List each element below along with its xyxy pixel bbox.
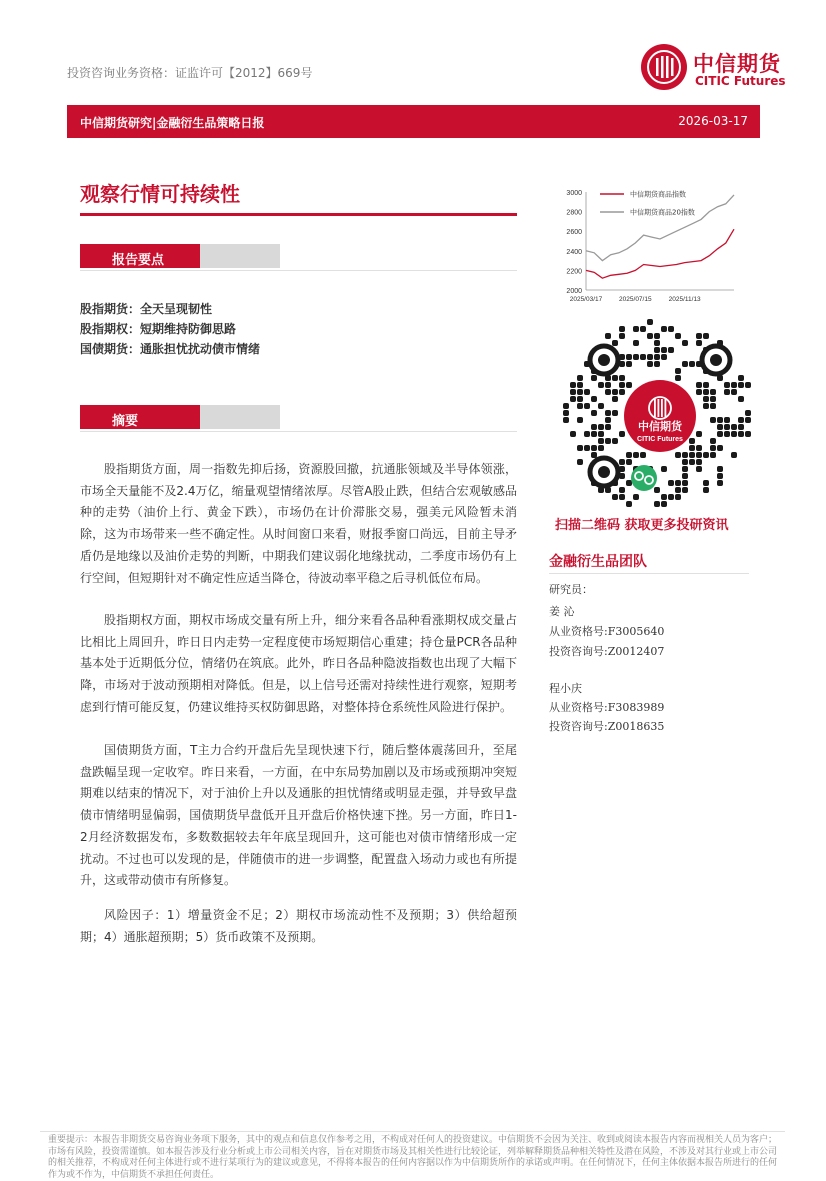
qr-module [605, 333, 611, 339]
chart-y-tick-label: 2200 [566, 268, 582, 276]
summary-paragraph-risk-factors: 风险因子：1）增量资金不足；2）期权市场流动性不及预期；3）供给超预期；4）通胀超预期；5）货币政策不及预期。 [80, 908, 517, 944]
qr-module [591, 452, 597, 458]
qr-module [619, 459, 625, 465]
qr-module [654, 347, 660, 353]
qr-module [626, 452, 632, 458]
qr-module [689, 438, 695, 444]
citic-logo-bar [658, 399, 660, 417]
qr-module [661, 494, 667, 500]
qr-module [738, 396, 744, 402]
qr-module [605, 438, 611, 444]
qr-module [577, 375, 583, 381]
researcher-name: 程小庆 [549, 682, 582, 695]
qr-module [570, 382, 576, 388]
qr-module [682, 473, 688, 479]
qr-module [675, 494, 681, 500]
qr-module [724, 431, 730, 437]
qr-module [675, 480, 681, 486]
qr-module [591, 396, 597, 402]
qr-module [612, 438, 618, 444]
qr-module [675, 333, 681, 339]
qr-module [584, 445, 590, 451]
qr-module [696, 340, 702, 346]
qr-module [584, 403, 590, 409]
qr-module [724, 382, 730, 388]
qr-module [717, 466, 723, 472]
summary-section-header [80, 405, 280, 429]
qr-module [647, 319, 653, 325]
qr-module [570, 389, 576, 395]
qr-module [612, 396, 618, 402]
researcher-qualification-number: 从业资格号:F3083989 [549, 701, 665, 714]
qr-module [577, 396, 583, 402]
qr-module [619, 382, 625, 388]
qr-module [738, 375, 744, 381]
qr-module [577, 382, 583, 388]
summary-section-label: 摘要 [112, 414, 139, 429]
qr-module [647, 354, 653, 360]
section-divider [80, 270, 517, 271]
commodity-index-chart [548, 180, 748, 310]
qr-module [661, 466, 667, 472]
qr-module [633, 326, 639, 332]
qr-module [675, 375, 681, 381]
qr-module [717, 417, 723, 423]
chart-series-line [586, 229, 734, 278]
qr-module [745, 382, 751, 388]
qr-logo-english-text: CITIC Futures [637, 436, 683, 443]
qr-module [591, 375, 597, 381]
qr-module [577, 403, 583, 409]
qr-module [661, 326, 667, 332]
qr-module [605, 410, 611, 416]
chart-y-tick-label: 2000 [566, 288, 582, 295]
qr-module [731, 389, 737, 395]
citic-logo-bar [654, 399, 656, 417]
highlight-item: 国债期货：通胀担忧扰动债市情绪 [80, 342, 261, 356]
qr-module [591, 431, 597, 437]
qr-module [731, 382, 737, 388]
qr-module [612, 340, 618, 346]
summary-paragraph-equity-options: 股指期权方面，期权市场成交量有所上升，细分来看各品种看涨期权成交量占比相比上周回升，昨日日内走势一定程度使市场短期信心重建；持仓量PCR各品种基本处于近期低分位，情绪仍在筑底。此外，昨日各品种隐波指数也出现了大幅下降，市场对于波动预期相对降低。但是，以上信号还需对持续性进行观察，短期考虑到行情可能反复，仍建议维持买权防御思路，对整体持仓系统性风险进行保护。 [80, 613, 517, 714]
summary-paragraph-equity-futures: 股指期货方面，周一指数先抑后扬，资源股回撤，抗通胀领域及半导体领涨，市场全天量能不及2.4万亿，缩量观望情绪浓厚。尽管A股止跌，但结合宏观敏感品种的走势（油价上行、黄金下跌），市场仍在计价滞胀交易，强美元风险暂未消除，这为市场带来一些不确定性。从时间窗口来看，财报季窗口尚远，目前主导矛盾仍是地缘以及油价走势的判断，中期我们建议弱化地缘扰动，二季度市场仍有上行空间，但短期针对不确定性应适当降仓，待波动率平稳之后寻机低位布局。 [80, 462, 517, 585]
qr-module [661, 347, 667, 353]
qr-module [682, 487, 688, 493]
qr-module [724, 424, 730, 430]
qr-module [703, 480, 709, 486]
qr-module [668, 480, 674, 486]
qr-module [633, 452, 639, 458]
qr-module [724, 417, 730, 423]
qr-module [682, 340, 688, 346]
qr-module [612, 494, 618, 500]
qr-module [591, 445, 597, 451]
qr-module [654, 487, 660, 493]
chart-y-tick-label: 2600 [566, 229, 582, 237]
qr-module [710, 417, 716, 423]
report-banner [67, 105, 760, 138]
chart-series-line [586, 195, 734, 261]
disclaimer-text: 重要提示：本报告非期货交易咨询业务项下服务，其中的观点和信息仅作参考之用，不构成对任何人的投资建议。中信期货不会因为关注、收到或阅读本报告内容而视相关人员为客户；市场有风险，投资需谨慎。如本报告涉及行业分析或上市公司相关内容，旨在对期货市场及其相关性进行比较论证，列举解释期货品种相关特性及潜在风险，不涉及对其行业或上市公司的相关推荐，不构成对任何主体进行或不进行某项行为的建议或意见，不得将本报告的任何内容据以作为中信期货所作的承诺或声明。在任何情况下，任何主体依据本报告所进行的任何作为或不作为，中信期货不承担任何责任。 [48, 1135, 778, 1180]
qr-logo-chinese-text: 中信期货 [638, 420, 682, 433]
qr-module [605, 389, 611, 395]
qr-module [731, 424, 737, 430]
qr-module [633, 354, 639, 360]
qr-module [745, 431, 751, 437]
qr-module [577, 445, 583, 451]
qr-module [703, 396, 709, 402]
qr-module [696, 382, 702, 388]
qr-module [591, 410, 597, 416]
qr-finder-pattern-core [598, 466, 610, 478]
qr-finder-pattern-core [598, 354, 610, 366]
qr-module [626, 354, 632, 360]
qr-module [738, 431, 744, 437]
qr-module [633, 340, 639, 346]
qr-module [689, 452, 695, 458]
qr-module [696, 452, 702, 458]
qr-module [710, 396, 716, 402]
qr-module [612, 410, 618, 416]
qr-module [563, 403, 569, 409]
qr-module [633, 494, 639, 500]
qr-module [640, 326, 646, 332]
chart-legend-label: 中信期货商品指数 [630, 190, 686, 199]
qr-module [598, 445, 604, 451]
qr-module [577, 389, 583, 395]
qr-module [598, 431, 604, 437]
qr-module [619, 326, 625, 332]
team-divider [549, 573, 749, 574]
qr-module [710, 438, 716, 444]
researcher-qualification-number: 从业资格号:F3005640 [549, 625, 665, 638]
researchers-label: 研究员： [549, 583, 593, 596]
qr-module [717, 480, 723, 486]
qr-module [668, 347, 674, 353]
qr-module [668, 326, 674, 332]
qr-module [619, 431, 625, 437]
report-date: 2026-03-17 [678, 114, 748, 128]
qr-caption: 扫描二维码 获取更多投研资讯 [555, 518, 729, 533]
qr-module [605, 417, 611, 423]
qr-module [563, 410, 569, 416]
qr-module [703, 333, 709, 339]
qr-module [654, 333, 660, 339]
qr-module [584, 389, 590, 395]
chart-x-tick-label: 2025/11/13 [668, 296, 701, 303]
qr-module [626, 361, 632, 367]
qr-module [696, 431, 702, 437]
qr-module [675, 452, 681, 458]
qr-module [626, 501, 632, 507]
qr-module [738, 417, 744, 423]
qr-module [598, 438, 604, 444]
qr-module [703, 403, 709, 409]
qr-module [738, 382, 744, 388]
qr-module [577, 417, 583, 423]
highlight-item: 股指期货：全天呈现韧性 [80, 302, 213, 316]
chart-y-tick-label: 3000 [566, 190, 582, 197]
qr-module [682, 452, 688, 458]
researcher-consulting-number: 投资咨询号:Z0018635 [549, 720, 665, 733]
chart-y-tick-label: 2400 [566, 248, 582, 256]
qr-module [696, 466, 702, 472]
qr-module [619, 494, 625, 500]
qr-module [612, 389, 618, 395]
section-divider [80, 431, 517, 432]
chart-x-tick-label: 2025/03/17 [569, 296, 603, 303]
citic-logo-icon [641, 44, 687, 90]
qr-module [738, 424, 744, 430]
qr-module [570, 396, 576, 402]
qr-module [619, 375, 625, 381]
wechat-qr-code[interactable] [562, 318, 758, 514]
researcher-name: 姜 沁 [549, 605, 575, 618]
qr-module [598, 403, 604, 409]
qr-module [696, 389, 702, 395]
qr-module [654, 501, 660, 507]
qr-module [661, 354, 667, 360]
qr-module [626, 459, 632, 465]
qr-module [745, 417, 751, 423]
citic-logo-bar [665, 399, 667, 417]
qr-module [717, 445, 723, 451]
page-title: 观察行情可持续性 [80, 182, 240, 206]
qr-module [563, 417, 569, 423]
qr-module [689, 361, 695, 367]
highlights-section-header [80, 244, 280, 268]
qr-module [696, 333, 702, 339]
qr-module [654, 361, 660, 367]
qr-module [647, 361, 653, 367]
qr-module [619, 389, 625, 395]
qr-module [626, 382, 632, 388]
qr-module [682, 466, 688, 472]
title-divider [80, 213, 517, 216]
qr-module [724, 389, 730, 395]
qr-module [675, 368, 681, 374]
citic-futures-logo [641, 44, 811, 94]
qr-module [570, 431, 576, 437]
qr-module [717, 431, 723, 437]
qr-module [717, 424, 723, 430]
footer-divider [40, 1131, 785, 1132]
highlight-item: 股指期权：短期维持防御思路 [80, 322, 237, 336]
qr-module [710, 389, 716, 395]
qr-module [703, 382, 709, 388]
qr-module [717, 473, 723, 479]
qr-module [598, 382, 604, 388]
qr-module [591, 424, 597, 430]
chart-x-tick-label: 2025/07/15 [619, 296, 652, 303]
logo-chinese-text: 中信期货 [693, 52, 781, 76]
qr-module [647, 333, 653, 339]
qr-module [689, 445, 695, 451]
qr-module [661, 501, 667, 507]
team-title: 金融衍生品团队 [549, 554, 647, 570]
qr-code-pattern [562, 318, 758, 514]
qr-module [584, 431, 590, 437]
qr-module [682, 361, 688, 367]
qr-module [682, 480, 688, 486]
qr-module [619, 487, 625, 493]
qr-module [696, 445, 702, 451]
qr-finder-pattern-core [710, 354, 722, 366]
qr-module [654, 354, 660, 360]
qr-module [710, 445, 716, 451]
qr-module [612, 375, 618, 381]
logo-english-text: CITIC Futures [695, 74, 786, 88]
qr-module [598, 424, 604, 430]
qr-module [703, 487, 709, 493]
qr-module [703, 452, 709, 458]
qr-module [731, 452, 737, 458]
qr-module [745, 410, 751, 416]
citic-logo-bar [661, 399, 663, 417]
qr-module [696, 459, 702, 465]
researcher-consulting-number: 投资咨询号:Z0012407 [549, 645, 665, 658]
qr-module [675, 487, 681, 493]
qr-module [577, 459, 583, 465]
qr-module [619, 333, 625, 339]
qr-module [654, 340, 660, 346]
qr-module [605, 382, 611, 388]
qr-module [668, 494, 674, 500]
qr-module [710, 403, 716, 409]
qr-module [703, 389, 709, 395]
qr-module [689, 459, 695, 465]
chart-legend-label: 中信期货商品20指数 [630, 208, 695, 217]
qr-module [731, 431, 737, 437]
report-series-title: 中信期货研究|金融衍生品策略日报 [80, 116, 265, 130]
qr-module [640, 354, 646, 360]
qr-module [682, 459, 688, 465]
license-text: 投资咨询业务资格：证监许可【2012】669号 [67, 66, 313, 80]
chart-svg [548, 180, 748, 310]
summary-paragraph-bond-futures: 国债期货方面，T主力合约开盘后先呈现快速下行，随后整体震荡回升，至尾盘跌幅呈现一定收窄。昨日来看，一方面，在中东局势加剧以及市场或预期冲突短期难以结束的情况下，对于油价上升以及通胀的担忧情绪或明显走强，并导致早盘债市情绪明显偏弱，国债期货早盘低开且开盘后价格快速下挫。另一方面，昨日1-2月经济数据发布，多数数据较去年年底呈现回升，这可能也对债市情绪形成一定扰动。不过也可以发现的是，伴随债市的进一步调整，配置盘入场动力或也有所提升，这或带动债市有所修复。 [80, 743, 517, 888]
qr-module [710, 452, 716, 458]
highlights-section-label: 报告要点 [112, 253, 165, 268]
qr-module [626, 480, 632, 486]
chart-y-tick-label: 2800 [566, 209, 582, 217]
qr-module [605, 424, 611, 430]
qr-module [640, 452, 646, 458]
